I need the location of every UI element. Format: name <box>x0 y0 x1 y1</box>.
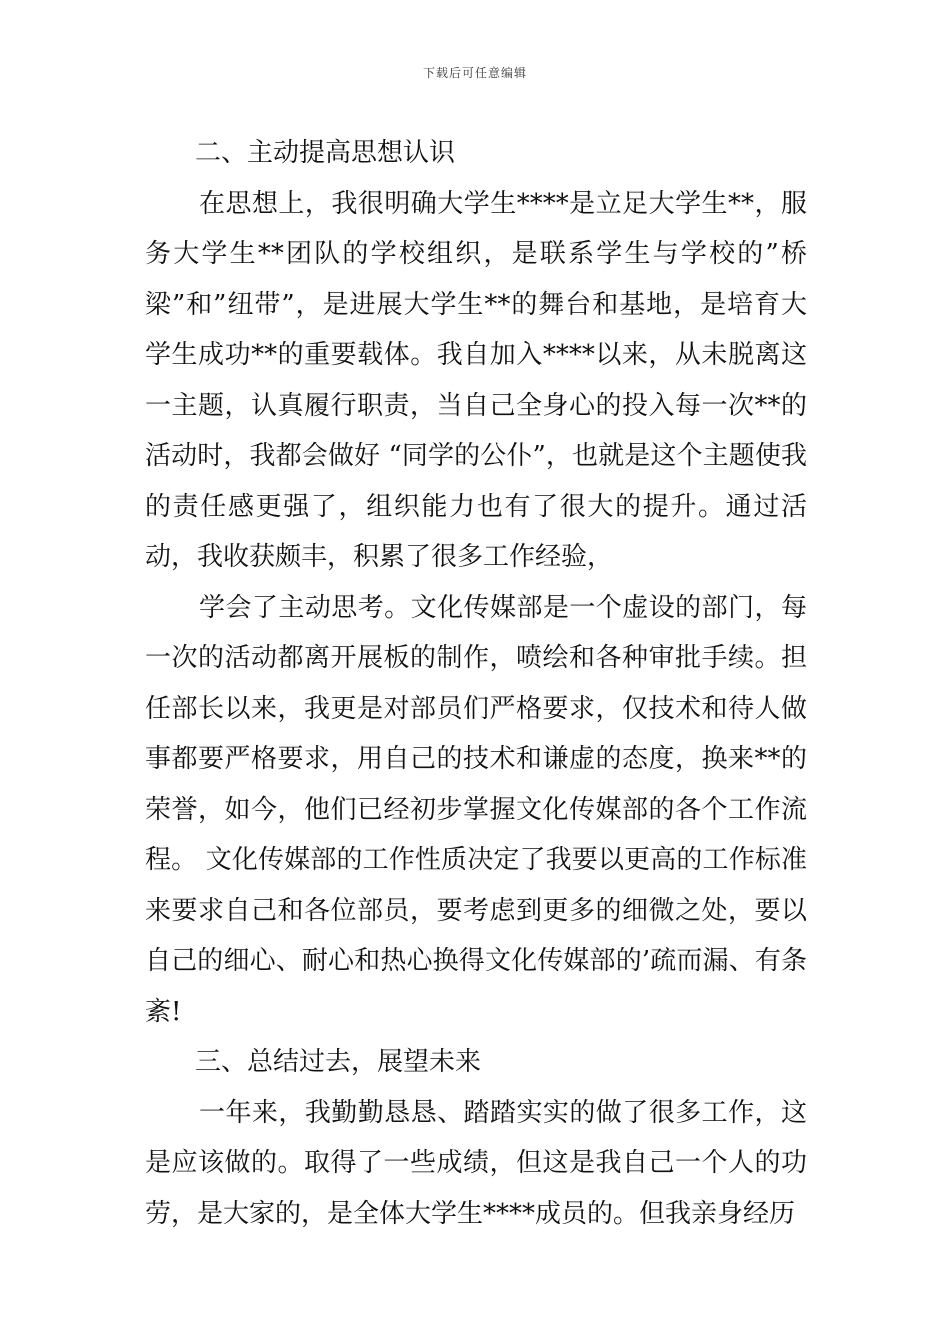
document-body <box>145 128 807 1239</box>
paragraph: 一年来，我勤勤恳恳、踏踏实实的做了很多工作，这是应该做的。取得了一些成绩，但这是我自己一个人的功劳，是大家的，是全体大学生****成员的。但我亲身经历 <box>145 1097 807 1229</box>
section-heading: 三、总结过去，展望未来 <box>195 1047 482 1077</box>
paragraph: 学会了主动思考。文化传媒部是一个虚设的部门，每一次的活动都离开展板的制作，喷绘和各种审批手续。担任部长以来，我更是对部员们严格要求，仅技术和待人做事都要严格要求，用自己的技术和谦虚的态度，换来**的荣誉，如今，他们已经初步掌握文化传媒部的各个工作流程。 文化传媒部的工作性质决定了我要以更高的工作标准来要求自己和各位部员，要考虑到更多的细微之处，要以自己的细心、耐心和热心换得文化传媒部的’疏而漏、有条紊! <box>145 592 807 1027</box>
paragraph: 在思想上，我很明确大学生****是立足大学生**，服务大学生**团队的学校组织，是联系学生与学校的”桥梁”和”纽带”，是进展大学生**的舞台和基地，是培育大学生成功**的重要载体。我自加入****以来，从未脱离这一主题，认真履行职责，当自己全身心的投入每一次**的活动时，我都会做好 “同学的公仆”，也就是这个主题使我的责任感更强了，组织能力也有了很大的提升。通过活动，我收获颇丰，积累了很多工作经验， <box>145 188 807 572</box>
header-note: 下载后可任意编辑 <box>422 66 527 80</box>
section-heading: 二、主动提高思想认识 <box>195 138 456 168</box>
